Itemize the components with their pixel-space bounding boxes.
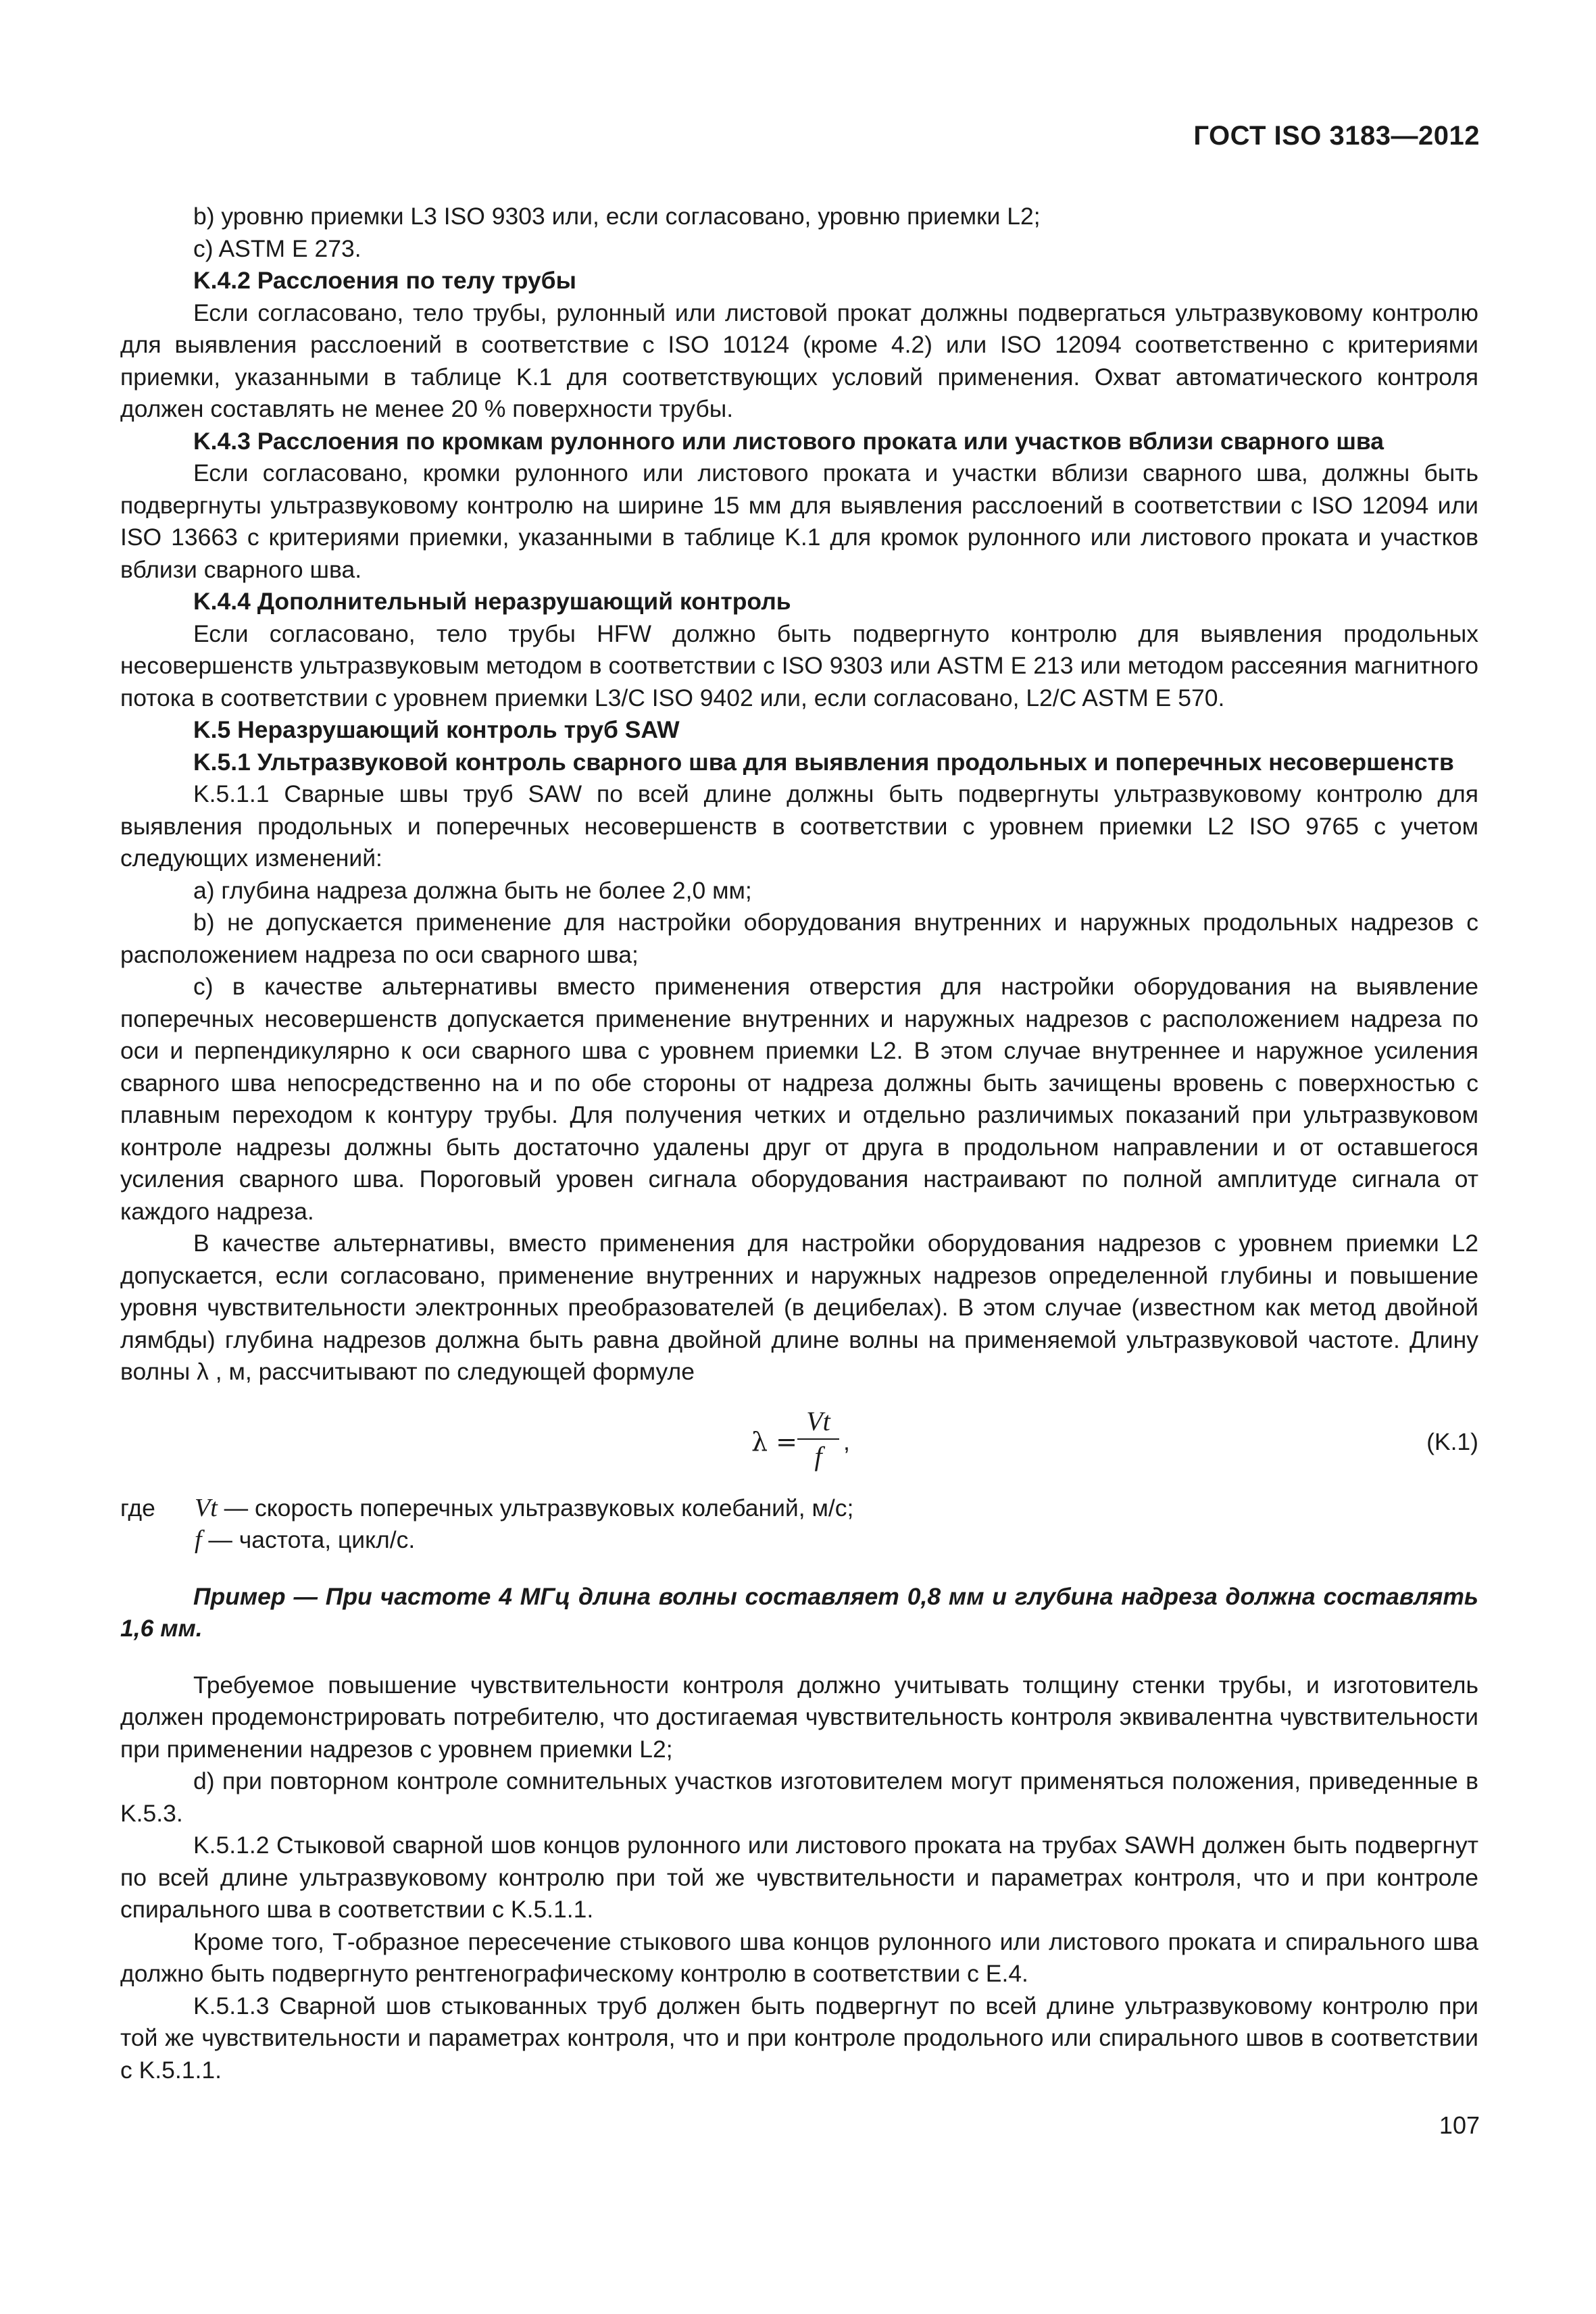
f-description: — частота, цикл/с. [201,1526,416,1553]
f-symbol: f [195,1526,202,1554]
legend-vt [195,1492,853,1525]
list-item-c: c) ASTM E 273. [193,234,361,262]
section-heading-k51: K.5.1 Ультразвуковой контроль сварного шва для выявления продольных и поперечных несовершенств [193,748,1454,776]
list-item-b: b) уровню приемки L3 ISO 9303 или, если согласовано, уровню приемки L2; [193,203,1041,230]
vt-description: — скорость поперечных ультразвуковых колебаний, м/с; [217,1494,854,1521]
section-text-k42: Если согласовано, тело трубы, рулонный или листовой прокат должны подвергаться ультразвуковому контролю для выявления расслоений в соответствие с ISO 10124 (кроме 4.2) или ISO 12094 соответственно с критериями приемки, указанными в таблице K.1 для соответствующих условий применения. Охват автоматического контроля должен составлять не менее 20 % поверхности трубы. [120,299,1478,422]
section-heading-k43: K.4.3 Расслоения по кромкам рулонного или листового проката или участков вблизи сварного шва [193,427,1385,455]
legend-where: где [120,1494,155,1521]
section-heading-k5: K.5 Неразрушающий контроль труб SAW [193,716,680,743]
list-item-b2: b) не допускается применение для настройки оборудования внутренних и наружных продольных надрезов с расположением надреза по оси сварного шва; [120,909,1478,968]
section-heading-k42: K.4.2 Расслоения по телу трубы [193,267,576,294]
document-body [120,201,1478,2086]
t-joint-paragraph: Кроме того, Т-образное пересечение стыкового шва концов рулонного или листового проката и спирального шва должно быть подвергнуто рентгенографическому контролю в соответствии с E.4. [120,1928,1478,1987]
formula-comma: , [843,1428,850,1455]
sensitivity-paragraph: Требуемое повышение чувствительности контроля должно учитывать толщину стенки трубы, и изготовитель должен продемонстрировать потребителю, что достигаемая чувствительность контроля эквивалентна чувствительности при применении надрезов с уровнем приемки L2; [120,1671,1478,1763]
page-number: 107 [1439,2111,1480,2139]
formula-k1 [120,1403,1478,1486]
legend-f [195,1524,415,1557]
formula-number: (K.1) [1426,1428,1478,1455]
formula-fraction [797,1406,839,1472]
clause-k511: K.5.1.1 Сварные швы труб SAW по всей длине должны быть подвергнуты ультразвуковому контролю для выявления продольных и поперечных несовершенств в соответствии с уровнем приемки L2 ISO 9765 с учетом следующих изменений: [120,780,1478,872]
formula-denominator: f [814,1440,822,1472]
list-item-d: d) при повторном контроле сомнительных участков изготовителем могут применяться положения, приведенные в K.5.3. [120,1767,1478,1827]
alternative-paragraph: В качестве альтернативы, вместо применения для настройки оборудования надрезов с уровнем приемки L2 допускается, если согласовано, применение внутренних и наружных надрезов определенной глубины и повышение уровня чувствительности электронных преобразователей (в децибелах). В этом случае (известном как метод двойной лямбды) глубина надрезов должна быть равна двойной длине волны на применяемой ультразвуковой частоте. Длину волны λ , м, рассчитывают по следующей формуле [120,1230,1478,1385]
section-heading-k44: K.4.4 Дополнительный неразрушающий контроль [193,588,791,615]
clause-k513: K.5.1.3 Сварной шов стыкованных труб должен быть подвергнут по всей длине ультразвуковому контролю при той же чувствительности и параметрах контроля, что и при контроле продольного или спирального швов в соответствии с K.5.1.1. [120,1992,1478,2084]
formula-lhs: λ = [751,1426,798,1457]
clause-k512: K.5.1.2 Стыковой сварной шов концов рулонного или листового проката на трубах SAWH должен быть подвергнут по всей длине ультразвуковому контролю при той же чувствительности и параметрах контроля, что и при контроле спирального шва в соответствии с K.5.1.1. [120,1832,1478,1923]
example-note: Пример — При частоте 4 МГц длина волны составляет 0,8 мм и глубина надреза должна составлять 1,6 мм. [120,1582,1478,1642]
section-text-k44: Если согласовано, тело трубы HFW должно быть подвергнуто контролю для выявления продольных несовершенств ультразвуковым методом в соответствии с ISO 9303 или ASTM E 213 или методом рассеяния магнитного потока в соответствии с уровнем приемки L3/C ISO 9402 или, если согласовано, L2/C ASTM E 570. [120,620,1478,711]
section-text-k43: Если согласовано, кромки рулонного или листового проката и участки вблизи сварного шва, должны быть подвергнуты ультразвуковому контролю на ширине 15 мм для выявления расслоений в соответствии с ISO 12094 или ISO 13663 с критериями приемки, указанными в таблице K.1 для кромок рулонного или листового проката и участков вблизи сварного шва. [120,459,1478,583]
formula-legend [120,1492,1478,1557]
list-item-a: a) глубина надреза должна быть не более 2,0 мм; [193,876,752,904]
list-item-c2: c) в качестве альтернативы вместо применения отверстия для настройки оборудования на выявление поперечных несовершенств допускается применение внутренних и наружных надрезов с расположением надреза по оси и перпендикулярно к оси сварного шва с уровнем приемки L2. В этом случае внутреннее и наружное усиления сварного шва непосредственно на и по обе стороны от надреза должны быть зачищены вровень с поверхностью с плавным переходом к контуру трубы. Для получения четких и отдельно различимых показаний при ультразвуковом контроле надрезы должны быть достаточно удалены друг от друга в продольном направлении и от оставшегося усиления сварного шва. Пороговый уровен сигнала оборудования настраивают по полной амплитуде сигнала от каждого надреза. [120,973,1478,1225]
fraction-bar [797,1438,839,1440]
formula-numerator: Vt [806,1405,830,1436]
vt-symbol: Vt [195,1493,218,1522]
standard-header: ГОСТ ISO 3183—2012 [1193,121,1480,151]
